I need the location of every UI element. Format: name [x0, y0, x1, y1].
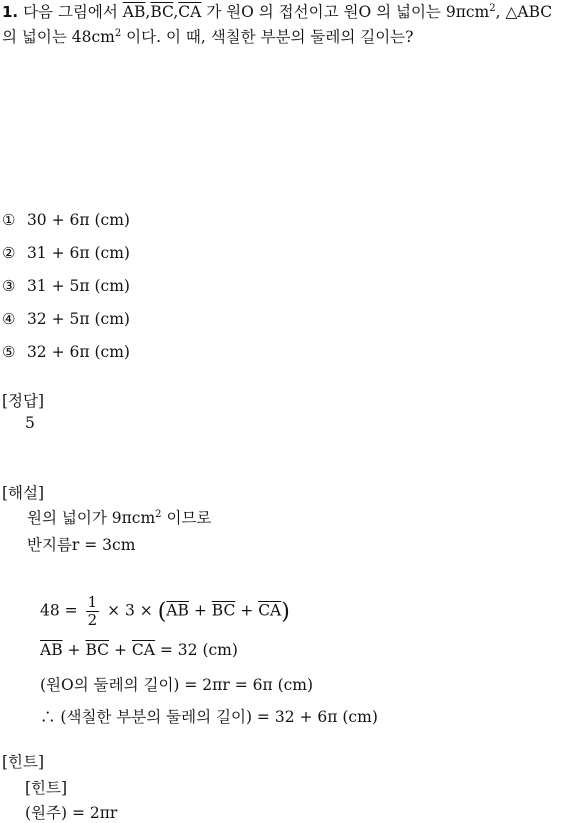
question-text: 가 원O 의 접선이고 원O 의 넓이는 9πcm	[206, 3, 490, 21]
question-number: 1.	[2, 3, 19, 21]
question-text: 의 넓이는 48cm	[2, 28, 115, 46]
fraction	[86, 594, 100, 629]
hint-text: (원주) = 2πr	[25, 804, 118, 822]
choice-marker: ③	[2, 277, 16, 295]
segment-ca: $\overline{CA}$	[258, 601, 282, 620]
choice-marker: ②	[2, 244, 16, 262]
choice-text: 32 + 5π (cm)	[26, 310, 130, 328]
choice-2[interactable]	[2, 244, 130, 262]
equation-1: 48 = $\frac{1}{2}$ × $3 \times (\overline{AB} + \overline{BC} + \overline{CA})$	[40, 593, 290, 629]
choice-4[interactable]	[2, 310, 130, 328]
question-line-1: 1. 다음 그림에서 $\overline{AB},\overline{BC},\overline{CA}$ 가 원O 의 접선이고 원O 의 넓이는 9πcm$^2$, △ABC	[2, 3, 553, 21]
question-line-2	[2, 25, 413, 47]
segment-bc: $\overline{BC}$	[150, 3, 174, 21]
exponent: 2	[489, 3, 496, 14]
segment-bc: $\overline{BC}$	[211, 601, 236, 620]
equation-text: = 32 (cm)	[159, 641, 238, 659]
choice-text: 31 + 5π (cm)	[26, 277, 130, 295]
choice-text: 31 + 6π (cm)	[26, 244, 130, 262]
segment-bc: $\overline{BC}$	[85, 641, 110, 659]
exponent: 2	[114, 28, 122, 39]
segment-ab: $\overline{AB}$	[166, 601, 189, 620]
hint-label: [힌트]	[2, 753, 45, 771]
choice-marker: ①	[2, 211, 16, 229]
solution-label: [해설]	[2, 484, 45, 502]
fraction-numerator: 1	[87, 593, 98, 611]
equation-2: $\overline{AB} + \overline{BC} + \overline{CA} = 32$ (cm)	[40, 641, 238, 659]
equation-4: ∴ (색칠한 부분의 둘레의 길이) = 32 + 6π (cm)	[40, 708, 378, 726]
equation-text: 48 =	[40, 601, 78, 620]
solution-text: 원의 넓이가 9πcm	[27, 509, 156, 527]
solution-line-2: 반지름r = 3cm	[27, 536, 136, 554]
segment-ca: $\overline{CA}$	[178, 3, 202, 21]
choice-text: 30 + 6π (cm)	[26, 211, 130, 229]
question-text: 다음 그림에서	[23, 3, 118, 21]
solution-text: 이므로	[166, 509, 212, 527]
choice-marker: ⑤	[2, 343, 16, 361]
fraction-denominator: 2	[87, 611, 98, 629]
question-text: , △ABC	[495, 3, 553, 21]
segment-ab: $\overline{AB}$	[122, 3, 146, 21]
equation-text: × 3 ×	[107, 601, 153, 620]
answer-value: 5	[25, 414, 35, 432]
question-text: 이다. 이 때, 색칠한 부분의 둘레의 길이는?	[126, 28, 414, 46]
exponent: 2	[155, 509, 162, 520]
choice-5[interactable]	[2, 343, 130, 361]
segment-ca: $\overline{CA}$	[131, 641, 155, 659]
choice-text: 32 + 6π (cm)	[26, 343, 130, 361]
equation-3: (원O의 둘레의 길이) = 2πr = 6π (cm)	[40, 676, 314, 694]
answer-label: [정답]	[2, 392, 45, 410]
choice-marker: ④	[2, 310, 16, 328]
solution-line-1	[27, 506, 211, 528]
segment-ab: $\overline{AB}$	[40, 641, 63, 659]
choice-1[interactable]	[2, 211, 130, 229]
choice-3[interactable]	[2, 277, 130, 295]
hint-sub-label: [힌트]	[25, 779, 68, 797]
